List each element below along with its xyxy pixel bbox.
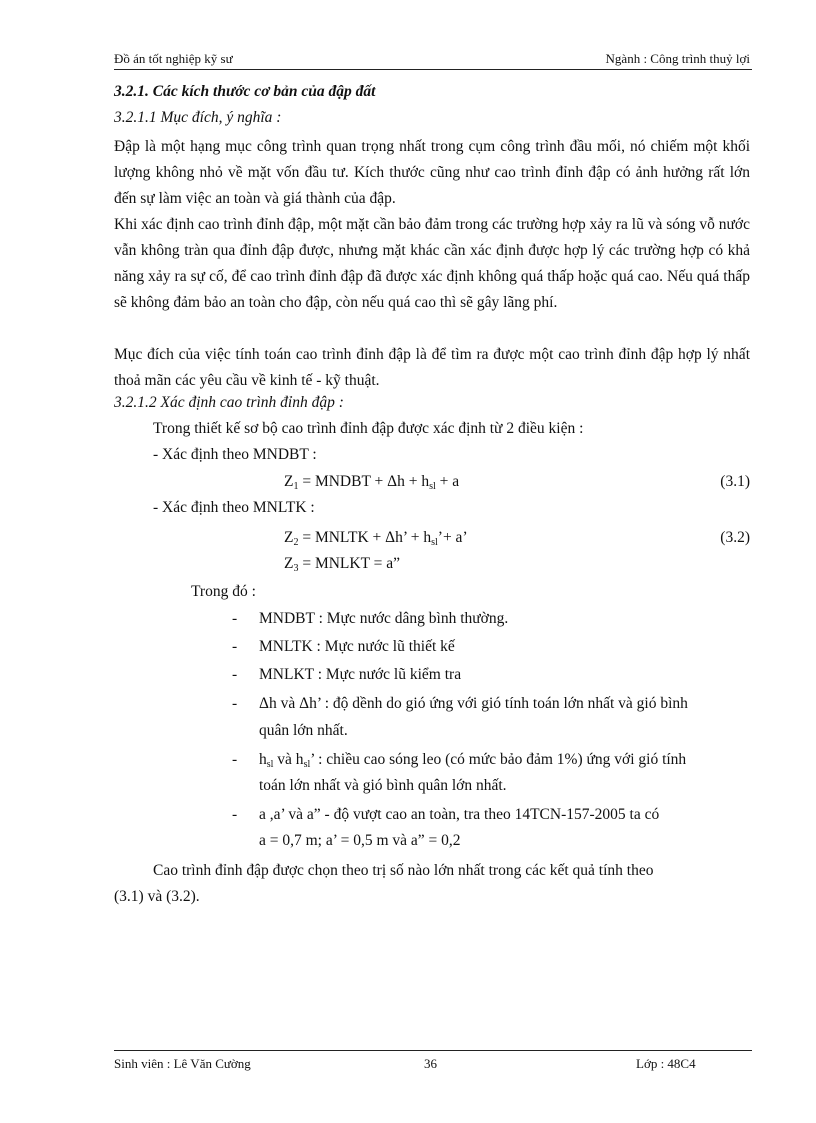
header-rule — [114, 69, 752, 70]
bullet-dash: - — [232, 751, 238, 768]
footer-student: Sinh viên : Lê Văn Cường — [114, 1056, 251, 1071]
bullet-dash: - — [232, 638, 238, 655]
equation-1: $Z_1$ = MNDBT + $\Delta h + h_{sl} + a$ — [284, 473, 460, 492]
conclusion-line-2: (3.1) và (3.2). — [114, 888, 200, 905]
paragraph-determination: Khi xác định cao trình đỉnh đập, một mặt cần bảo đảm trong các trường hợp xảy ra lũ và sóng vỗ nước vẫn không tràn qua đỉnh đập được, nhưng mặt khác cần xác định được hợp lý các trường hợp có khả năng xảy ra sự cố, để cao trình đỉnh đập đã được xác định không quá thấp hoặc quá cao. Nếu quá thấp sẽ không đảm bảo an toàn cho đập, còn nếu quá cao thì sẽ gây lãng phí. — [114, 216, 750, 311]
conclusion-line-1: Cao trình đỉnh đập được chọn theo trị số nào lớn nhất trong các kết quả tính theo — [153, 862, 654, 879]
footer-rule — [114, 1050, 752, 1051]
bullet-dash: - — [232, 610, 238, 627]
where-label: Trong đó : — [191, 583, 256, 600]
equation-2-number: (3.2) — [720, 529, 750, 546]
section-heading: 3.2.1. Các kích thước cơ bản của đập đất — [114, 83, 376, 100]
bullet-dash: - — [232, 806, 238, 823]
page-number: 36 — [424, 1056, 437, 1071]
intro-text: Trong thiết kế sơ bộ cao trình đỉnh đập được xác định từ 2 điều kiện : — [153, 420, 584, 437]
bullet-wave-runup-cont: toán lớn nhất và gió bình quân lớn nhất. — [259, 777, 507, 794]
bullet-mnlkt: MNLKT : Mực nước lũ kiểm tra — [259, 666, 462, 683]
equation-3: $Z_3$ = MNLKT = a” — [284, 555, 401, 574]
bullet-dash: - — [232, 666, 238, 683]
bullet-freeboard: a ,a’ và a” - độ vượt cao an toàn, tra theo 14TCN-157-2005 ta có — [259, 806, 660, 823]
equation-1-number: (3.1) — [720, 473, 750, 490]
bullet-mnltk: MNLTK : Mực nước lũ thiết kế — [259, 638, 455, 655]
paragraph-purpose: Đập là một hạng mục công trình quan trọng nhất trong cụm công trình đầu mối, nó chiếm một khối lượng không nhỏ về mặt vốn đầu tư. Kích thước cũng như cao trình đỉnh đập có ảnh hưởng rất lớn đến sự làm việc an toàn và giá thành của đập. — [114, 138, 750, 207]
bullet-freeboard-values: a = 0,7 m; a’ = 0,5 m và a” = 0,2 — [259, 832, 461, 849]
header-right: Ngành : Công trình thuỷ lợi — [605, 51, 750, 66]
bullet-dash: - — [232, 695, 238, 712]
bullet-wind-setup: Δh và Δh’ : độ dềnh do gió ứng với gió tính toán lớn nhất và gió bình — [259, 695, 688, 712]
case-mnltk: - Xác định theo MNLTK : — [153, 499, 315, 516]
bullet-wind-setup-cont: quân lớn nhất. — [259, 722, 348, 739]
paragraph-goal: Mục đích của việc tính toán cao trình đỉnh đập là để tìm ra được một cao trình đỉnh đập hợp lý nhất thoả mãn các yêu cầu về kinh tế - kỹ thuật. — [114, 346, 750, 389]
subsection-heading-crest: 3.2.1.2 Xác định cao trình đỉnh đập : — [114, 394, 344, 411]
header-left: Đồ án tốt nghiệp kỹ sư — [114, 51, 233, 66]
bullet-wave-runup: $h_{sl}$ và $h_{sl}$’ : chiều cao sóng leo (có mức bảo đảm 1%) ứng với gió tính — [259, 751, 687, 770]
subsection-heading-purpose: 3.2.1.1 Mục đích, ý nghĩa : — [114, 109, 282, 126]
case-mndbt: - Xác định theo MNDBT : — [153, 446, 317, 463]
footer-class: Lớp : 48C4 — [636, 1056, 696, 1071]
equation-2: $Z_2$ = MNLTK + Δh’ + $h_{sl}’+ a$’ — [284, 529, 468, 548]
bullet-mndbt: MNDBT : Mực nước dâng bình thường. — [259, 610, 509, 627]
